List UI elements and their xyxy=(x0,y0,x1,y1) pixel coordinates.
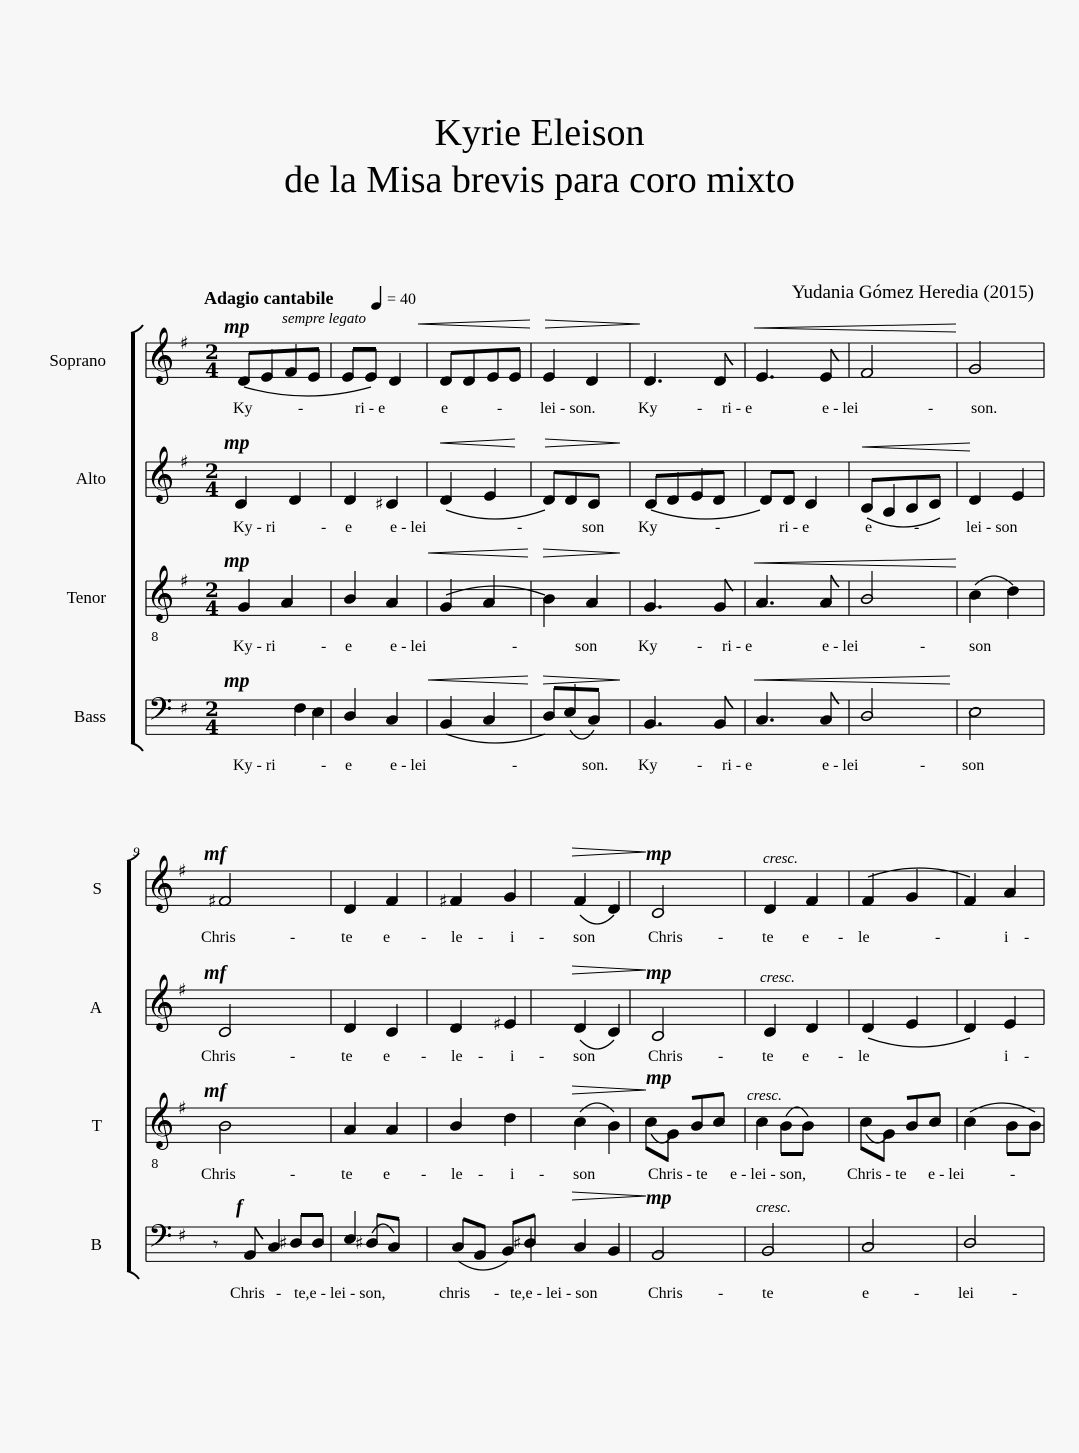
dynamic-mp: mp xyxy=(224,432,250,454)
lyric: - xyxy=(421,929,427,946)
lyric: e xyxy=(383,1166,391,1183)
lyric: e - lei xyxy=(928,1166,965,1183)
sharp-icon: ♯ xyxy=(178,1098,187,1119)
cresc-hairpin xyxy=(418,324,530,328)
lyric: - xyxy=(478,1048,484,1065)
note-flag xyxy=(725,696,733,708)
lyric: - xyxy=(290,1048,296,1065)
lyric: Chris xyxy=(201,1048,236,1065)
sharp-icon: ♯ xyxy=(180,571,189,592)
lyric: le xyxy=(451,1166,463,1183)
lyric: e xyxy=(383,1048,391,1065)
lyric: te,e - lei - son, xyxy=(294,1285,386,1302)
eighth-rest-icon: 𝄾 xyxy=(213,1232,219,1256)
treble-clef-icon: 𝄞 xyxy=(146,565,175,621)
beam xyxy=(907,1094,940,1098)
slur xyxy=(446,586,545,595)
dynamic-mp: mp xyxy=(224,316,250,338)
lyric: i xyxy=(510,1166,515,1183)
lyric: e - lei xyxy=(390,638,427,655)
lyric: - xyxy=(838,1048,844,1065)
lyric: e xyxy=(383,929,391,946)
octave-marker: 8 xyxy=(151,1157,159,1171)
sharp-icon: ♯ xyxy=(375,494,384,515)
lyric: ri - e xyxy=(779,519,810,536)
beam xyxy=(451,349,520,353)
lyric: - xyxy=(321,519,327,536)
lyric: son xyxy=(573,1166,596,1183)
lyric: - xyxy=(517,519,523,536)
dim-hairpin xyxy=(572,852,646,856)
lyric: te xyxy=(341,1166,353,1183)
lyric: - xyxy=(321,638,327,655)
sharp-icon: ♯ xyxy=(208,891,217,912)
dim-hairpin xyxy=(572,1196,646,1200)
note-dot xyxy=(770,601,774,605)
system-bracket xyxy=(127,1271,139,1279)
lyric: - xyxy=(935,929,941,946)
lyric: Ky - ri xyxy=(233,519,276,536)
lyric: lei xyxy=(958,1285,974,1302)
sharp-icon: ♯ xyxy=(355,1233,364,1254)
beam xyxy=(692,1094,724,1098)
lyric: Ky xyxy=(638,519,658,536)
part-label-t: T xyxy=(91,1116,102,1135)
part-label-s: S xyxy=(92,879,102,898)
lyric: - xyxy=(494,1285,500,1302)
lyric: te xyxy=(762,1285,774,1302)
octave-marker: 8 xyxy=(151,630,159,644)
beam xyxy=(513,1215,535,1223)
time-signature-numerator: 2 xyxy=(205,459,219,483)
beam xyxy=(554,472,599,476)
time-signature-denominator: 4 xyxy=(205,715,219,739)
lyric: - xyxy=(298,400,304,417)
sharp-icon: ♯ xyxy=(279,1233,288,1254)
lyric: i xyxy=(1004,929,1009,946)
lyric: e xyxy=(345,757,353,774)
lyric: Ky xyxy=(638,400,658,417)
lyric: - xyxy=(1010,1166,1016,1183)
slur xyxy=(867,518,940,527)
cresc-hairpin xyxy=(754,559,956,563)
lyric: e xyxy=(865,519,873,536)
cresc-hairpin xyxy=(754,328,956,332)
dynamic-mf: mf xyxy=(204,962,227,984)
lyric: - xyxy=(497,400,503,417)
dim-hairpin xyxy=(545,443,620,447)
score-title: Kyrie Eleison xyxy=(434,112,645,154)
dynamic-mp: mp xyxy=(646,1187,672,1209)
dynamic-mf: mf xyxy=(204,843,227,865)
expression-marking: sempre legato xyxy=(282,311,367,327)
cresc-hairpin xyxy=(862,443,970,447)
lyric: Chris xyxy=(648,1285,683,1302)
lyric: ri - e xyxy=(722,400,753,417)
cresc-hairpin xyxy=(428,680,528,684)
tempo-value: = 40 xyxy=(387,291,417,308)
lyric: e - lei - son, xyxy=(730,1166,806,1183)
bass-clef-icon: 𝄢 xyxy=(148,1218,173,1262)
lyric: - xyxy=(697,757,703,774)
lyric: e - lei xyxy=(390,519,427,536)
lyric: i xyxy=(1004,1048,1009,1065)
lyric: - xyxy=(478,1166,484,1183)
lyric: - xyxy=(421,1166,427,1183)
lyric: ri - e xyxy=(355,400,386,417)
lyric: ri - e xyxy=(722,638,753,655)
dim-hairpin xyxy=(572,966,646,970)
dynamic-mp: mp xyxy=(646,1067,672,1089)
part-label-b: B xyxy=(90,1235,102,1254)
slur xyxy=(580,915,614,924)
lyric: Chris xyxy=(648,1048,683,1065)
lyric: - xyxy=(715,519,721,536)
part-label-tenor: Tenor xyxy=(66,588,106,607)
note-dot xyxy=(658,605,662,609)
lyric: lei - son xyxy=(966,519,1018,536)
cresc-hairpin xyxy=(428,676,528,680)
cresc-hairpin xyxy=(428,549,528,553)
slur xyxy=(446,734,545,743)
lyric: e xyxy=(802,1048,810,1065)
lyric: - xyxy=(290,929,296,946)
lyric: te xyxy=(762,1048,774,1065)
time-signature-numerator: 2 xyxy=(205,578,219,602)
lyric: - xyxy=(1024,929,1030,946)
time-signature-denominator: 4 xyxy=(205,358,219,382)
treble-clef-icon: 𝄞 xyxy=(146,446,175,502)
lyric: - xyxy=(914,1285,920,1302)
note-dot xyxy=(770,375,774,379)
time-signature-denominator: 4 xyxy=(205,596,219,620)
lyric: - xyxy=(539,1166,545,1183)
note-flag xyxy=(725,353,733,365)
slur xyxy=(372,1224,394,1233)
lyric: - xyxy=(539,1048,545,1065)
note-dot xyxy=(658,722,662,726)
lyric: - xyxy=(838,929,844,946)
lyric: - xyxy=(276,1285,282,1302)
beam xyxy=(861,1148,884,1160)
time-signature-denominator: 4 xyxy=(205,477,219,501)
cresc-marking: cresc. xyxy=(763,851,798,867)
dim-hairpin xyxy=(572,1086,646,1090)
lyric: le xyxy=(451,929,463,946)
lyric: - xyxy=(1024,1048,1030,1065)
tempo-marking: Adagio cantabile xyxy=(204,288,334,308)
dynamic-f: f xyxy=(236,1196,243,1218)
lyric: Chris xyxy=(230,1285,265,1302)
lyric: e xyxy=(441,400,449,417)
beam xyxy=(249,349,319,353)
lyric: - xyxy=(914,519,920,536)
cresc-hairpin xyxy=(418,320,530,324)
lyric: - xyxy=(718,1048,724,1065)
cresc-hairpin xyxy=(754,563,956,567)
lyric: - xyxy=(928,400,934,417)
note-flag xyxy=(831,692,839,704)
lyric: son xyxy=(969,638,992,655)
lyric: son xyxy=(582,519,605,536)
lyric: son xyxy=(575,638,598,655)
lyric: e - lei xyxy=(390,757,427,774)
dim-hairpin xyxy=(545,439,620,443)
sharp-icon: ♯ xyxy=(178,980,187,1001)
sharp-icon: ♯ xyxy=(178,1225,187,1247)
lyric: - xyxy=(920,757,926,774)
lyric: e xyxy=(802,929,810,946)
lyric: le xyxy=(858,1048,870,1065)
time-signature-numerator: 2 xyxy=(205,340,219,364)
lyric: ri - e xyxy=(722,757,753,774)
lyric: Ky xyxy=(233,400,253,417)
composer-credit: Yudania Gómez Heredia (2015) xyxy=(791,282,1034,303)
part-label-bass: Bass xyxy=(73,707,106,726)
lyric: e xyxy=(345,519,353,536)
lyric: Ky xyxy=(638,638,658,655)
note-dot xyxy=(770,718,774,722)
note-dot xyxy=(658,379,662,383)
cresc-hairpin xyxy=(440,443,515,447)
sharp-icon: ♯ xyxy=(493,1014,502,1035)
system-bracket xyxy=(127,853,139,861)
dynamic-mf: mf xyxy=(204,1080,227,1102)
lyric: Chris xyxy=(201,929,236,946)
sharp-icon: ♯ xyxy=(439,891,448,912)
sharp-icon: ♯ xyxy=(513,1233,522,1254)
dim-hairpin xyxy=(543,676,620,680)
score-subtitle: de la Misa brevis para coro mixto xyxy=(284,159,795,201)
system-bracket xyxy=(131,325,143,333)
measure-number: 9 xyxy=(133,844,140,859)
dim-hairpin xyxy=(543,680,620,684)
dim-hairpin xyxy=(543,553,620,557)
dynamic-mp: mp xyxy=(646,843,672,865)
lyric: son xyxy=(573,929,596,946)
dim-hairpin xyxy=(572,1090,646,1094)
lyric: te xyxy=(341,929,353,946)
lyric: son xyxy=(962,757,985,774)
lyric: - xyxy=(421,1048,427,1065)
lyric: i xyxy=(510,1048,515,1065)
beam xyxy=(646,1148,668,1160)
cresc-marking: cresc. xyxy=(760,970,795,986)
slur xyxy=(868,868,970,877)
lyric: - xyxy=(478,929,484,946)
note-flag xyxy=(831,349,839,361)
lyric: - xyxy=(321,757,327,774)
dynamic-mp: mp xyxy=(224,670,250,692)
slur xyxy=(580,1040,614,1049)
lyric: - xyxy=(512,638,518,655)
lyric: - xyxy=(920,638,926,655)
treble-clef-icon: 𝄞 xyxy=(146,974,175,1030)
note-flag xyxy=(255,1227,263,1239)
lyric: e - lei xyxy=(822,638,859,655)
lyric: Chris xyxy=(648,929,683,946)
cresc-hairpin xyxy=(862,447,970,451)
bass-clef-icon: 𝄢 xyxy=(148,691,173,735)
time-signature-numerator: 2 xyxy=(205,697,219,721)
lyric: Chris - te xyxy=(648,1166,708,1183)
lyric: Ky - ri xyxy=(233,757,276,774)
lyric: - xyxy=(718,929,724,946)
cresc-marking: cresc. xyxy=(756,1200,791,1216)
lyric: e xyxy=(862,1285,870,1302)
lyric: i xyxy=(510,929,515,946)
lyric: - xyxy=(697,400,703,417)
cresc-marking: cresc. xyxy=(747,1088,782,1104)
lyric: - xyxy=(539,929,545,946)
beam xyxy=(377,1215,399,1219)
lyric: te xyxy=(341,1048,353,1065)
sharp-icon: ♯ xyxy=(178,861,187,882)
lyric: chris xyxy=(439,1285,471,1302)
lyric: Chris xyxy=(201,1166,236,1183)
dim-hairpin xyxy=(572,848,646,852)
dim-hairpin xyxy=(572,970,646,974)
lyric: - xyxy=(512,757,518,774)
dim-hairpin xyxy=(545,324,640,328)
cresc-hairpin xyxy=(428,553,528,557)
dynamic-mp: mp xyxy=(646,962,672,984)
slur xyxy=(868,1038,970,1047)
lyric: son xyxy=(573,1048,596,1065)
part-label-alto: Alto xyxy=(75,469,106,488)
lyric: Ky - ri xyxy=(233,638,276,655)
dim-hairpin xyxy=(543,549,620,553)
lyric: son. xyxy=(582,757,609,774)
lyric: te xyxy=(762,929,774,946)
lyric: - xyxy=(697,638,703,655)
part-label-a: A xyxy=(89,998,102,1017)
lyric: e - lei xyxy=(822,400,859,417)
lyric: - xyxy=(290,1166,296,1183)
lyric: - xyxy=(1012,1285,1018,1302)
dim-hairpin xyxy=(545,320,640,324)
slur xyxy=(244,387,371,396)
cresc-hairpin xyxy=(440,439,515,443)
sharp-icon: ♯ xyxy=(180,333,189,354)
sharp-icon: ♯ xyxy=(180,452,189,473)
lyric: son. xyxy=(971,400,998,417)
lyric: te,e - lei - son xyxy=(510,1285,598,1302)
lyric: Chris - te xyxy=(847,1166,907,1183)
slur xyxy=(458,1261,508,1270)
system-bracket xyxy=(131,743,143,751)
cresc-hairpin xyxy=(754,324,956,328)
sharp-icon: ♯ xyxy=(180,698,189,720)
treble-clef-icon: 𝄞 xyxy=(146,855,175,911)
treble-clef-icon: 𝄞 xyxy=(146,327,175,383)
cresc-hairpin xyxy=(754,680,950,684)
cresc-hairpin xyxy=(754,676,950,680)
lyric: le xyxy=(858,929,870,946)
beam xyxy=(463,1219,485,1227)
treble-clef-icon: 𝄞 xyxy=(146,1092,175,1148)
lyric: e xyxy=(345,638,353,655)
dynamic-mp: mp xyxy=(224,550,250,572)
slur xyxy=(446,510,545,519)
lyric: lei - son. xyxy=(540,400,596,417)
lyric: e - lei xyxy=(822,757,859,774)
part-label-soprano: Soprano xyxy=(49,351,106,370)
beam xyxy=(656,472,724,476)
lyric: le xyxy=(451,1048,463,1065)
beam xyxy=(554,688,599,690)
lyric: - xyxy=(718,1285,724,1302)
dim-hairpin xyxy=(572,1192,646,1196)
slur xyxy=(651,510,760,519)
lyric: Ky xyxy=(638,757,658,774)
